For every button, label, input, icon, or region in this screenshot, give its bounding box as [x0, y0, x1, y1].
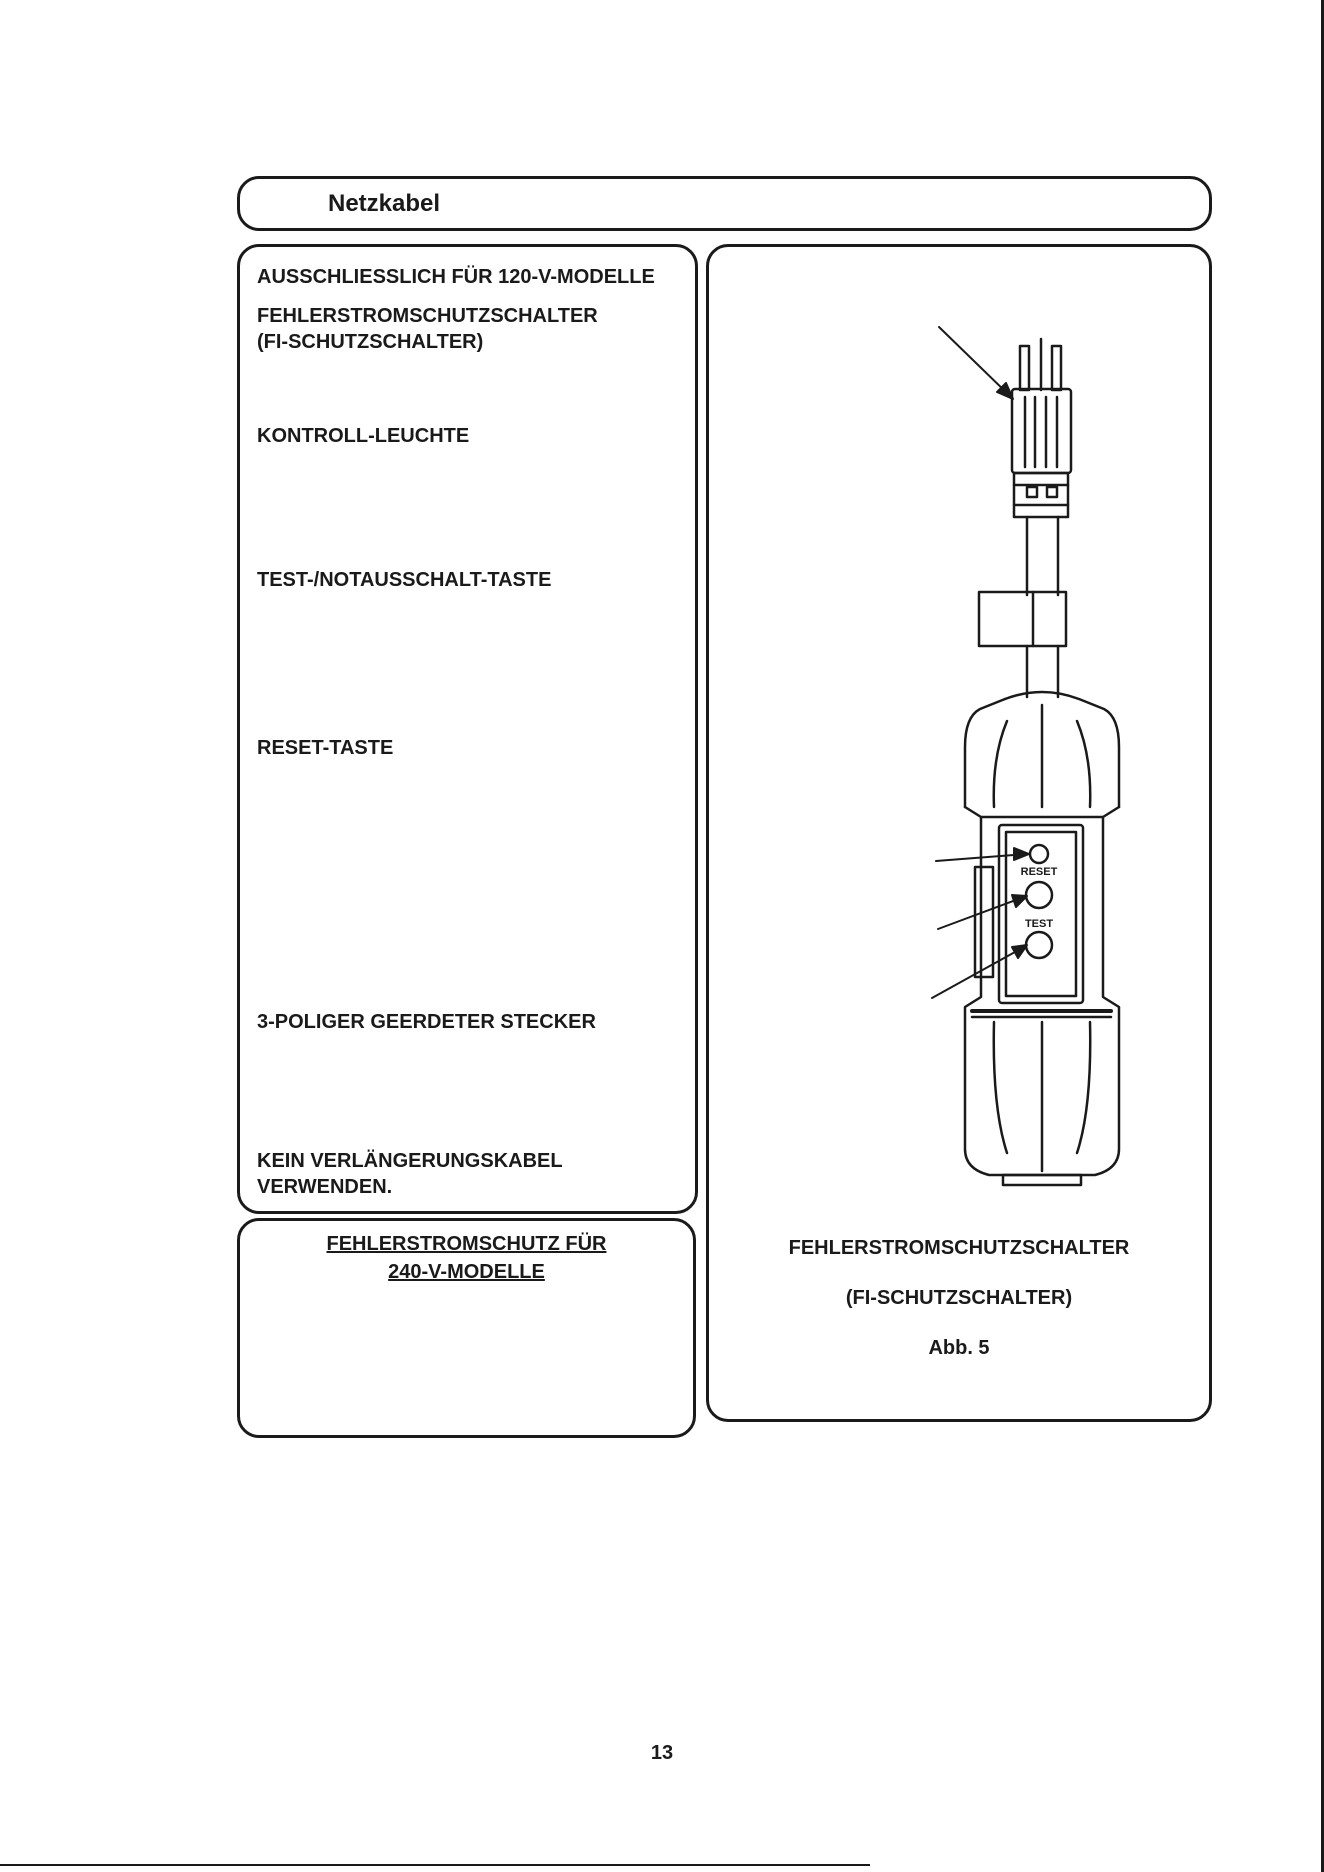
figure-panel — [706, 244, 1212, 1422]
extension-cord-warning-line1: KEIN VERLÄNGERUNGSKABEL — [257, 1150, 563, 1172]
figure-caption-line1: FEHLERSTROMSCHUTZSCHALTER — [788, 1237, 1130, 1259]
page-bottom-line — [0, 1864, 870, 1866]
panel-240v — [237, 1218, 696, 1438]
reset-mark: RESET — [1020, 866, 1058, 878]
reset-button — [1026, 882, 1052, 908]
gfci-plug-illustration — [709, 247, 1209, 1207]
test-mark: TEST — [1024, 918, 1054, 930]
reset-button-label: RESET-TASTE — [257, 737, 394, 759]
section-title: Netzkabel — [328, 190, 441, 217]
figure-number: Abb. 5 — [928, 1337, 990, 1359]
control-panel — [999, 825, 1083, 1003]
power-cord — [979, 517, 1066, 697]
extension-cord-warning-line2: VERWENDEN. — [257, 1176, 393, 1198]
heading-120v-only: AUSSCHLIESSLICH FÜR 120-V-MODELLE — [257, 266, 655, 288]
figure-caption-line2: (FI-SCHUTZSCHALTER) — [845, 1287, 1073, 1309]
test-button-label: TEST-/NOTAUSSCHALT-TASTE — [257, 569, 552, 591]
indicator-light-label: KONTROLL-LEUCHTE — [257, 425, 470, 447]
plug-head — [1012, 389, 1071, 517]
section-header-box — [237, 176, 1212, 231]
gfci-label-line2: (FI-SCHUTZSCHALTER) — [257, 331, 484, 353]
gfci-240v-title-line1: FEHLERSTROMSCHUTZ FÜR — [326, 1233, 607, 1255]
gfci-240v-title-line2: 240-V-MODELLE — [388, 1261, 545, 1283]
indicator-light — [1030, 845, 1048, 863]
page-number: 13 — [650, 1742, 674, 1764]
plug-prongs — [1020, 339, 1061, 390]
label-panel-120v — [237, 244, 698, 1214]
grounded-plug-label: 3-POLIGER GEERDETER STECKER — [257, 1011, 596, 1033]
gfci-housing — [965, 692, 1119, 1185]
test-button — [1026, 932, 1052, 958]
gfci-label-line1: FEHLERSTROMSCHUTZSCHALTER — [257, 305, 598, 327]
